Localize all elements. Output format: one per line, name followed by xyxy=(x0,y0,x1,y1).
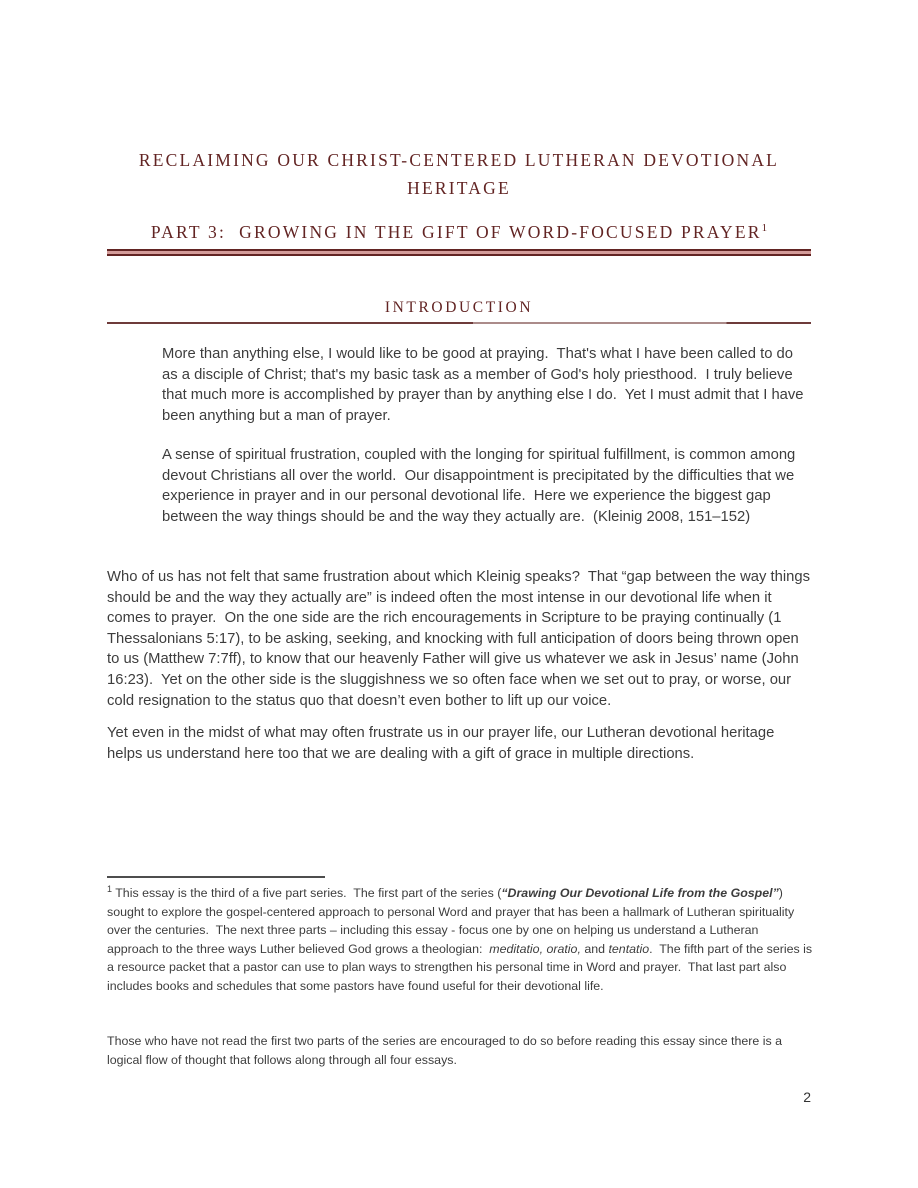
title-rule xyxy=(107,249,811,256)
footnote-latin-terms: meditatio, oratio, xyxy=(489,941,581,956)
block-quote-kleinig-2: A sense of spiritual frustration, coupled with the longing for spiritual fulfillment, is common among devout Christians all over the world. Our disappointment is precipitated by the difficulties that we experience in prayer and in our personal devotional life. Here we experience the biggest gap between the way things should be and the way they actually are. (Kleinig 2008, 151–152) xyxy=(162,447,800,525)
footnote-1 xyxy=(107,883,816,996)
footnote-series-title: “Drawing Our Devotional Life from the Gospel” xyxy=(501,886,779,900)
document-title: RECLAIMING OUR CHRIST-CENTERED LUTHERAN DEVOTIONAL HERITAGE xyxy=(138,150,780,198)
footnote-text-segment: . The fifth part of the series is a resource packet that a pastor can use to plan ways to strengthen his personal time in Word and prayer. That last part also includes books and schedules that some pastors have found useful for their devotional life. xyxy=(107,941,816,993)
footnote-2: Those who have not read the first two parts of the series are encouraged to do so before reading this essay since there is a logical flow of thought that follows along through all four essays. xyxy=(107,1034,786,1067)
footnote-text-segment: and xyxy=(580,941,609,956)
footnote-text-segment: This essay is the third of a five part series. The first part of the series ( xyxy=(112,886,502,900)
footnote-ref-marker: 1 xyxy=(107,883,113,894)
block-quote-kleinig-1: More than anything else, I would like to be good at praying. That's what I have been called to do as a disciple of Christ; that's my basic task as a member of God's holy priesthood. I truly believe that much more is accomplished by prayer than by anything else I do. Yet I must admit that I have been anything but a man of prayer. xyxy=(162,346,808,424)
footnote-text-segment: ) sought to explore the gospel-centered approach to personal Word and prayer that has been a hallmark of Lutheran spirituality over the centuries. The next three parts – including this essay - focus one by one on helping us understand a Lutheran approach to the three ways Luther believed God grows a theologian: xyxy=(107,886,798,956)
document-subtitle-text: PART 3: GROWING IN THE GIFT OF WORD-FOCUSED PRAYER xyxy=(150,221,762,242)
document-subtitle xyxy=(107,214,811,246)
title-block xyxy=(107,146,811,256)
footnote-separator-rule xyxy=(107,876,325,878)
body-paragraph-2: Yet even in the midst of what may often frustrate us in our prayer life, our Lutheran devotional heritage helps us understand here too that we are dealing with a gift of grace in multiple directions. xyxy=(107,725,779,762)
section-heading-text: INTRODUCTION xyxy=(384,299,534,316)
subtitle-footnote-ref: 1 xyxy=(761,222,768,234)
body-paragraph-1: Who of us has not felt that same frustration about which Kleinig speaks? That “gap between the way things should be and the way they actually are” is indeed often the most intense in our devotional life when it comes to prayer. On the one side are the rich encouragements in Scripture to be praying continually (1 Thessalonians 5:17), to be asking, seeking, and knocking with full anticipation of doors being thrown open to us (Matthew 7:7ff), to know that our heavenly Father will give us whatever we ask in Jesus’ name (John 16:23). Yet on the other side is the sluggishness we so often face when we set out to pray, or worse, our cold resignation to the status quo that doesn’t even bother to lift up our voice. xyxy=(107,569,815,709)
section-heading-rule xyxy=(107,322,811,324)
page-number: 2 xyxy=(803,1089,811,1105)
footnote-latin-term-tentatio: tentatio xyxy=(608,941,650,956)
section-heading-introduction xyxy=(107,297,811,319)
